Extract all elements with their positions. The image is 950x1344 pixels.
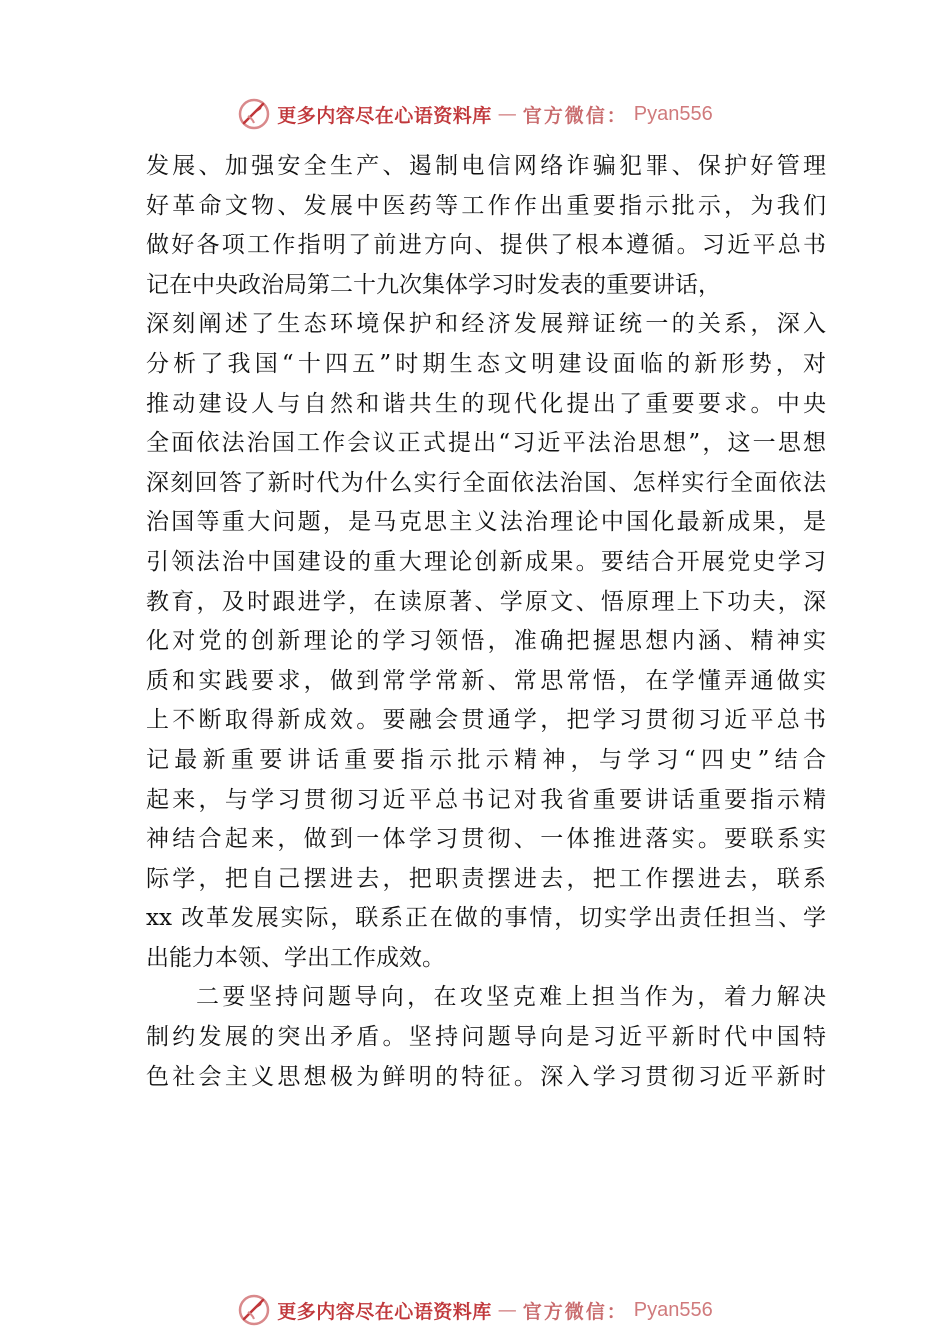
text-line: 推动建设人与自然和谐共生的现代化提出了重要要求。中央: [146, 390, 826, 417]
watermark-wechat-label: 官方微信：: [522, 1300, 628, 1323]
text-line: 深刻回答了新时代为什么实行全面依法治国、怎样实行全面依法: [146, 469, 826, 496]
document-body: [146, 147, 826, 1097]
text-line: 神结合起来，做到一体学习贯彻、一体推进落实。要联系实: [146, 826, 826, 853]
quill-logo-icon: [237, 97, 271, 131]
text-line: 化对党的创新理论的学习领悟，准确把握思想内涵、精神实: [146, 628, 826, 655]
text-line: 好革命文物、发展中医药等工作作出重要指示批示，为我们: [146, 192, 826, 219]
watermark-wechat-id: Pyan556: [633, 1298, 713, 1321]
paragraph-start-line: 二要坚持问题导向，在攻坚克难上担当作为，着力解决: [196, 984, 826, 1011]
text-line: 引领法治中国建设的重大理论创新成果。要结合开展党史学习: [146, 548, 826, 575]
text-line: 教育，及时跟进学，在读原著、学原文、悟原理上下功夫，深: [146, 588, 826, 615]
footer-watermark: [0, 1290, 950, 1330]
text-line: 治国等重大问题，是马克思主义法治理论中国化最新成果，是: [146, 509, 826, 536]
text-line: xx 改革发展实际，联系正在做的事情，切实学出责任担当、学: [146, 905, 826, 932]
quill-logo-icon: [237, 1293, 271, 1327]
watermark-library-name: 更多内容尽在心语资料库: [277, 1300, 492, 1323]
text-line: 上不断取得新成效。要融会贯通学，把学习贯彻习近平总书: [146, 707, 826, 734]
watermark-dash: —: [497, 103, 517, 125]
watermark-wechat-id: Pyan556: [633, 102, 713, 125]
watermark-wechat-label: 官方微信：: [522, 104, 628, 127]
text-line: 质和实践要求，做到常学常新、常思常悟，在学懂弄通做实: [146, 667, 826, 694]
header-watermark: [0, 94, 950, 134]
text-line: 分析了我国“十四五”时期生态文明建设面临的新形势，对: [146, 350, 826, 377]
text-line: 发展、加强安全生产、遏制电信网络诈骗犯罪、保护好管理: [146, 153, 826, 179]
watermark-dash: —: [497, 1299, 517, 1321]
text-line: 际学，把自己摆进去，把职责摆进去，把工作摆进去，联系: [146, 865, 826, 892]
text-line: 记在中央政治局第二十九次集体学习时发表的重要讲话，: [146, 271, 721, 298]
text-line: 做好各项工作指明了前进方向、提供了根本遵循。习近平总书: [146, 232, 826, 259]
paragraph-end-line: 出能力本领、学出工作成效。: [146, 944, 445, 971]
text-line: 色社会主义思想极为鲜明的特征。深入学习贯彻习近平新时: [146, 1063, 826, 1090]
text-line: 记最新重要讲话重要指示批示精神，与学习“四史”结合: [146, 746, 826, 773]
text-line: 全面依法治国工作会议正式提出“习近平法治思想”，这一思想: [146, 430, 826, 457]
text-line: 制约发展的突出矛盾。坚持问题导向是习近平新时代中国特: [146, 1024, 826, 1051]
text-line: 深刻阐述了生态环境保护和经济发展辩证统一的关系，深入: [146, 311, 826, 338]
watermark-library-name: 更多内容尽在心语资料库: [277, 104, 492, 127]
text-line: 起来，与学习贯彻习近平总书记对我省重要讲话重要指示精: [146, 786, 826, 813]
